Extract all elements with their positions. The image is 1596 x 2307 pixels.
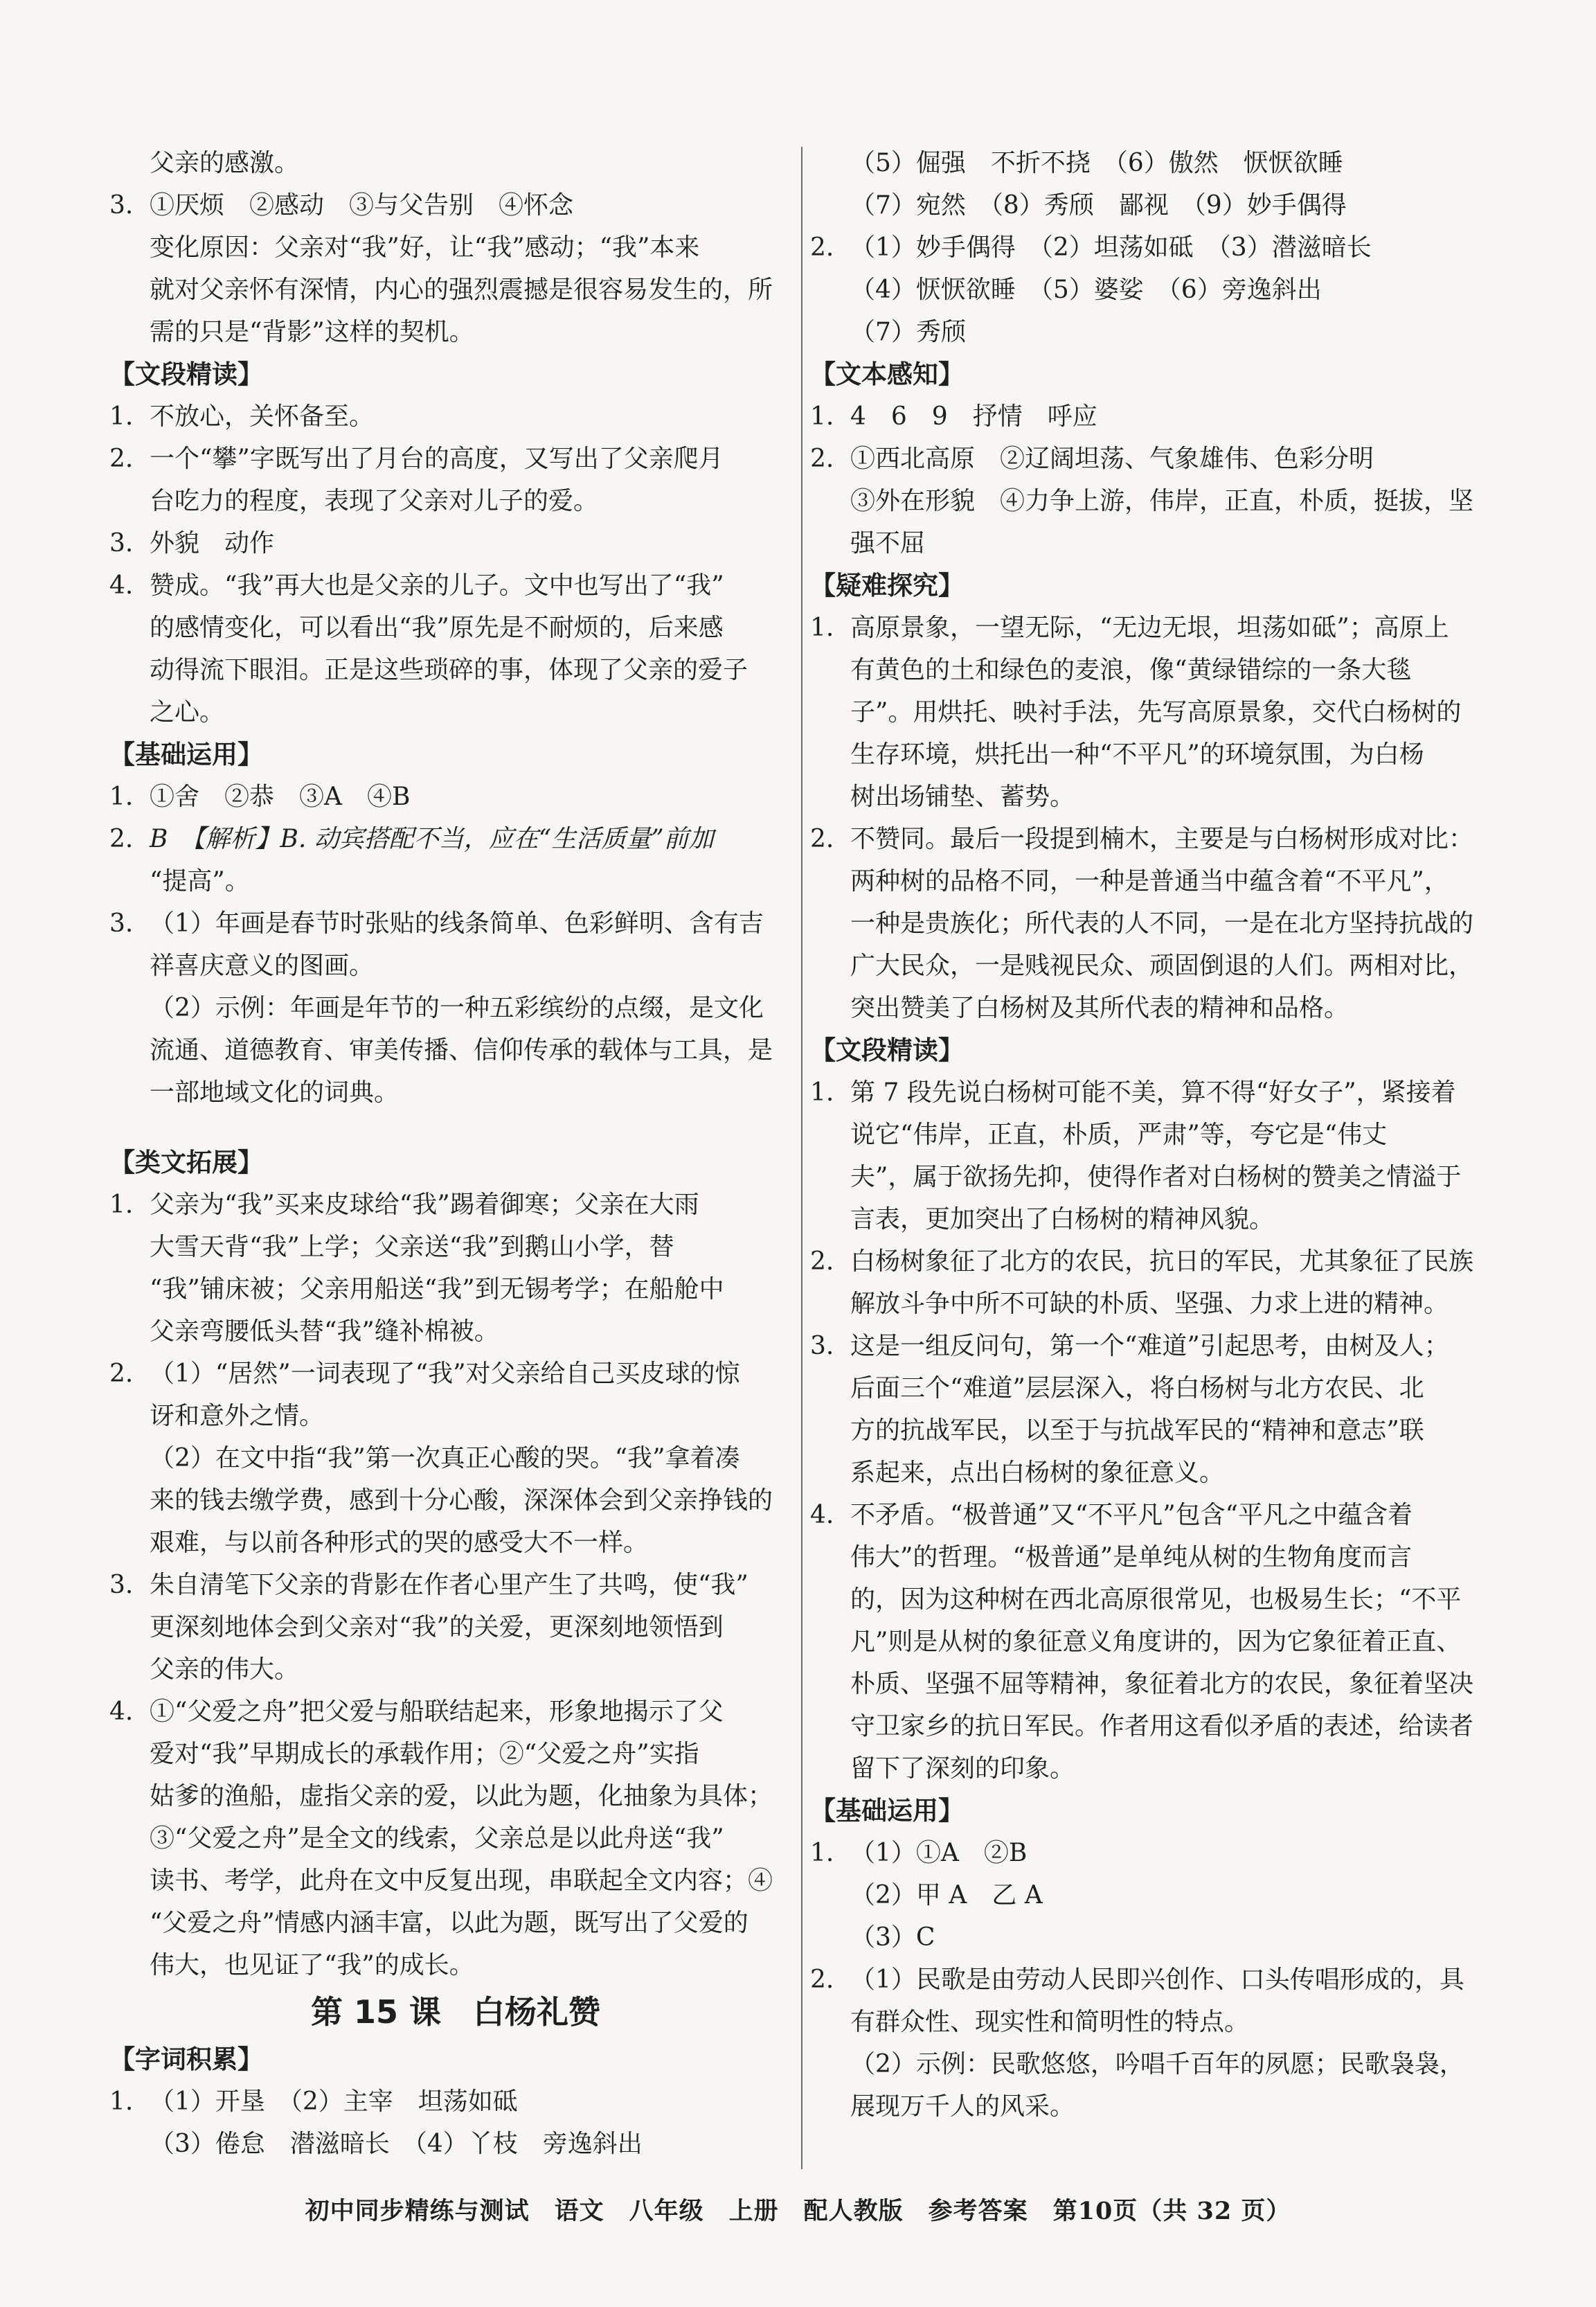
answer-line: 大雪天背“我”上学；父亲送“我”到鹅山小学，替 — [150, 1233, 674, 1261]
item-text: （1）“居然”一词表现了“我”对父亲给自己买皮球的惊 — [150, 1360, 740, 1388]
answer-item — [109, 2081, 802, 2123]
item-text: 不赞同。最后一段提到楠木，主要是与白杨树形成对比： — [850, 825, 1474, 853]
item-number: 2. — [810, 1966, 834, 1994]
answer-line: 父亲的感激。 — [150, 149, 300, 177]
answer-line: 伟大”的哲理。“极普通”是单纯从树的生物角度而言 — [850, 1543, 1413, 1571]
item-text: （1）年画是春节时张贴的线条简单、色彩鲜明、含有吉 — [150, 909, 764, 938]
answer-item — [810, 226, 1485, 269]
answer-line: 树出场铺垫、蓄势。 — [850, 783, 1075, 811]
answer-line: （3）倦怠 潜滋暗长 （4）丫枝 旁逸斜出 — [150, 2130, 643, 2158]
answer-line: 姑爹的渔船，虚指父亲的爱，以此为题，化抽象为具体； — [150, 1782, 773, 1810]
item-number: 4. — [109, 1698, 134, 1726]
answer-line: 台吃力的程度，表现了父亲对儿子的爱。 — [150, 487, 599, 515]
item-text: 外貌 动作 — [150, 529, 275, 558]
answer-line: ③“父爱之舟”是全文的线索，父亲总是以此舟送“我” — [150, 1824, 724, 1853]
answer-item — [109, 1353, 802, 1395]
answer-line: 突出赞美了白杨树及其所代表的精神和品格。 — [850, 994, 1350, 1022]
answer-item — [810, 395, 1485, 438]
spacer — [109, 1114, 802, 1141]
item-text: 这是一组反问句，第一个“难道”引起思考，由树及人； — [850, 1332, 1449, 1360]
item-number: 3. — [109, 191, 134, 220]
answer-item — [109, 395, 802, 438]
answer-item — [109, 1184, 802, 1226]
item-number: 4. — [109, 571, 134, 600]
answer-line: （7）秀颀 — [850, 318, 966, 346]
item-number: 2. — [810, 233, 834, 262]
item-text: 赞成。“我”再大也是父亲的儿子。文中也写出了“我” — [150, 571, 724, 600]
item-text: 高原景象，一望无际，“无边无垠，坦荡如砥”；高原上 — [850, 614, 1449, 642]
item-number: 1. — [810, 402, 834, 431]
answer-line: 守卫家乡的抗日军民。作者用这看似矛盾的表述，给读者 — [850, 1712, 1474, 1740]
item-text: 4 6 9 抒情 呼应 — [850, 402, 1097, 431]
item-number: 1. — [109, 2087, 134, 2116]
answer-line: 展现万千人的风采。 — [850, 2092, 1075, 2121]
item-text: 不矛盾。“极普通”又“不平凡”包含“平凡之中蕴含着 — [850, 1501, 1413, 1529]
section-heading: 【文段精读】 — [810, 1035, 964, 1065]
answer-line: 凡”则是从树的象征意义角度讲的，因为它象征着正直、 — [850, 1628, 1462, 1656]
item-number: 2. — [109, 1360, 134, 1388]
item-text: （1）民歌是由劳动人民即兴创作、口头传唱形成的，具 — [850, 1966, 1464, 1994]
item-text: ①西北高原 ②辽阔坦荡、气象雄伟、色彩分明 — [850, 445, 1374, 473]
left-column — [109, 142, 802, 2165]
answer-line: 的感情变化，可以看出“我”原先是不耐烦的，后来感 — [150, 614, 724, 642]
item-text: B 【解析】B. 动宾搭配不当，应在“生活质量”前加 — [150, 825, 714, 853]
answer-line: 之心。 — [150, 698, 225, 727]
answer-line: “提高”。 — [150, 867, 250, 896]
answer-item — [810, 438, 1485, 480]
answer-item — [109, 1564, 802, 1606]
column-divider — [801, 147, 803, 2169]
item-number: 1. — [810, 1078, 834, 1107]
answer-item — [810, 1832, 1485, 1874]
answer-line: （3）C — [850, 1923, 935, 1952]
section-heading: 【文段精读】 — [109, 359, 263, 389]
answer-line: （2）示例：民歌悠悠，吟唱千百年的夙愿；民歌袅袅， — [850, 2050, 1464, 2078]
item-text: 第 7 段先说白杨树可能不美，算不得“好女子”，紧接着 — [850, 1078, 1456, 1107]
answer-line: 更深刻地体会到父亲对“我”的关爱，更深刻地领悟到 — [150, 1613, 724, 1641]
answer-line: 来的钱去缴学费，感到十分心酸，深深体会到父亲挣钱的 — [150, 1486, 773, 1515]
answer-line: （4）恹恹欲睡 （5）婆娑 （6）旁逸斜出 — [850, 276, 1322, 304]
answer-line: 的，因为这种树在西北高原很常见，也极易生长；“不平 — [850, 1585, 1462, 1614]
answer-line: 说它“伟岸，正直，朴质，严肃”等，夸它是“伟丈 — [850, 1121, 1388, 1149]
item-text: ①厌烦 ②感动 ③与父告别 ④怀念 — [150, 191, 574, 220]
answer-line: （2）示例：年画是年节的一种五彩缤纷的点缀，是文化 — [150, 994, 764, 1022]
answer-line: ③外在形貌 ④力争上游，伟岸，正直，朴质，挺拔，坚 — [850, 487, 1474, 515]
answer-line: 有群众性、现实性和简明性的特点。 — [850, 2008, 1250, 2036]
item-text: （1）妙手偶得 （2）坦荡如砥 （3）潜滋暗长 — [850, 233, 1372, 262]
answer-line: 祥喜庆意义的图画。 — [150, 952, 375, 980]
item-text: ①舍 ②恭 ③A ④B — [150, 783, 411, 811]
answer-line: 爱对“我”早期成长的承载作用；②“父爱之舟”实指 — [150, 1740, 699, 1768]
item-number: 4. — [810, 1501, 834, 1529]
item-text: 父亲为“我”买来皮球给“我”踢着御寒；父亲在大雨 — [150, 1191, 699, 1219]
section-heading: 【基础运用】 — [109, 740, 263, 769]
item-text: 一个“攀”字既写出了月台的高度，又写出了父亲爬月 — [150, 445, 724, 473]
answer-line: 系起来，点出白杨树的象征意义。 — [850, 1459, 1225, 1487]
item-text: 不放心，关怀备至。 — [150, 402, 375, 431]
answer-line: 方的抗战军民，以至于与抗战军民的“精神和意志”联 — [850, 1416, 1424, 1445]
item-number: 1. — [109, 783, 134, 811]
item-number: 3. — [810, 1332, 834, 1360]
item-number: 2. — [810, 825, 834, 853]
item-number: 2. — [810, 445, 834, 473]
answer-line: 后面三个“难道”层层深入，将白杨树与北方农民、北 — [850, 1374, 1424, 1402]
answer-line: 就对父亲怀有深情，内心的强烈震撼是很容易发生的，所 — [150, 276, 773, 304]
item-text: 朱自清笔下父亲的背影在作者心里产生了共鸣，使“我” — [150, 1571, 748, 1599]
answer-item — [810, 818, 1485, 860]
answer-item — [810, 1494, 1485, 1536]
answer-line: 夫”，属于欲扬先抑，使得作者对白杨树的赞美之情溢于 — [850, 1163, 1462, 1191]
item-number: 2. — [810, 1247, 834, 1276]
answer-line: 动得流下眼泪。正是这些琐碎的事，体现了父亲的爱子 — [150, 656, 748, 684]
answer-line: “父爱之舟”情感内涵丰富，以此为题，既写出了父爱的 — [150, 1909, 748, 1937]
item-number: 3. — [109, 529, 134, 558]
answer-item — [109, 564, 802, 607]
item-number: 1. — [109, 1191, 134, 1219]
item-number: 3. — [109, 1571, 134, 1599]
answer-line: 变化原因：父亲对“我”好，让“我”感动；“我”本来 — [150, 233, 700, 262]
answer-line: 子”。用烘托、映衬手法，先写高原景象，交代白杨树的 — [850, 698, 1462, 727]
answer-line: 父亲弯腰低头替“我”缝补棉被。 — [150, 1317, 499, 1346]
answer-item — [109, 818, 802, 860]
item-number: 1. — [810, 614, 834, 642]
answer-item — [810, 1959, 1485, 2001]
answer-line: 流通、道德教育、审美传播、信仰传承的载体与工具，是 — [150, 1036, 773, 1065]
answer-item — [810, 607, 1485, 649]
section-heading: 【类文拓展】 — [109, 1148, 263, 1177]
answer-line: 生存环境，烘托出一种“不平凡”的环境氛围，为白杨 — [850, 740, 1424, 769]
section-heading: 【基础运用】 — [810, 1796, 964, 1826]
page-footer: 初中同步精练与测试 语文 八年级 上册 配人教版 参考答案 第10页（共 32 页） — [305, 2197, 1291, 2225]
answer-item — [109, 902, 802, 945]
answer-line: （2）甲 A 乙 A — [850, 1881, 1043, 1909]
answer-item — [109, 438, 802, 480]
answer-line: 需的只是“背影”这样的契机。 — [150, 318, 474, 346]
answer-line: （5）倔强 不折不挠 （6）傲然 恹恹欲睡 — [850, 149, 1343, 177]
item-number: 2. — [109, 445, 134, 473]
answer-line: 读书、考学，此舟在文中反复出现，串联起全文内容；④ — [150, 1867, 773, 1895]
answer-line: （7）宛然 （8）秀颀 鄙视 （9）妙手偶得 — [850, 191, 1347, 220]
section-heading: 【疑难探究】 — [810, 571, 964, 600]
answer-line: 父亲的伟大。 — [150, 1655, 300, 1684]
answer-line: 伟大，也见证了“我”的成长。 — [150, 1951, 474, 1979]
answer-item — [810, 1240, 1485, 1283]
answer-line: 两种树的品格不同，一种是普通当中蕴含着“不平凡”， — [850, 867, 1449, 896]
answer-line: 强不屈 — [850, 529, 926, 558]
answer-item — [109, 522, 802, 564]
item-number: 1. — [810, 1839, 834, 1867]
item-text: （1）①A ②B — [850, 1839, 1028, 1867]
answer-line: “我”铺床被；父亲用船送“我”到无锡考学；在船舱中 — [150, 1275, 724, 1303]
answer-line: 广大民众，一是贱视民众、顽固倒退的人们。两相对比， — [850, 952, 1474, 980]
answer-line: 有黄色的土和绿色的麦浪，像“黄绿错综的一条大毯 — [850, 656, 1412, 684]
item-text: （1）开垦 （2）主宰 坦荡如砥 — [150, 2087, 518, 2116]
item-number: 2. — [109, 825, 134, 853]
section-heading: 【字词积累】 — [109, 2045, 263, 2074]
answer-line: 一部地域文化的词典。 — [150, 1078, 400, 1107]
section-heading: 【文本感知】 — [810, 359, 964, 389]
answer-item — [109, 184, 802, 226]
answer-line: 留下了深刻的印象。 — [850, 1754, 1075, 1783]
answer-line: 解放斗争中所不可缺的朴质、坚强、力求上进的精神。 — [850, 1290, 1449, 1318]
answer-line: （2）在文中指“我”第一次真正心酸的哭。“我”拿着凑 — [150, 1444, 740, 1472]
answer-item — [109, 1691, 802, 1733]
answer-item — [810, 1071, 1485, 1114]
right-column — [810, 142, 1485, 2128]
answer-item — [109, 776, 802, 818]
answer-line: 艰难，与以前各种形式的哭的感受大不一样。 — [150, 1529, 649, 1557]
answer-line: 讶和意外之情。 — [150, 1402, 325, 1430]
answer-item — [810, 1325, 1485, 1367]
answer-line: 一种是贵族化；所代表的人不同，一是在北方坚持抗战的 — [850, 909, 1474, 938]
item-text: 白杨树象征了北方的农民，抗日的军民，尤其象征了民族 — [850, 1247, 1474, 1276]
item-number: 3. — [109, 909, 134, 938]
answer-line: 朴质、坚强不屈等精神，象征着北方的农民，象征着坚决 — [850, 1670, 1474, 1698]
answer-line: 言表，更加突出了白杨树的精神风貌。 — [850, 1205, 1275, 1233]
item-text: ①“父爱之舟”把父爱与船联结起来，形象地揭示了父 — [150, 1698, 724, 1726]
lesson-title: 第 15 课 白杨礼赞 — [310, 1993, 601, 2031]
item-number: 1. — [109, 402, 134, 431]
